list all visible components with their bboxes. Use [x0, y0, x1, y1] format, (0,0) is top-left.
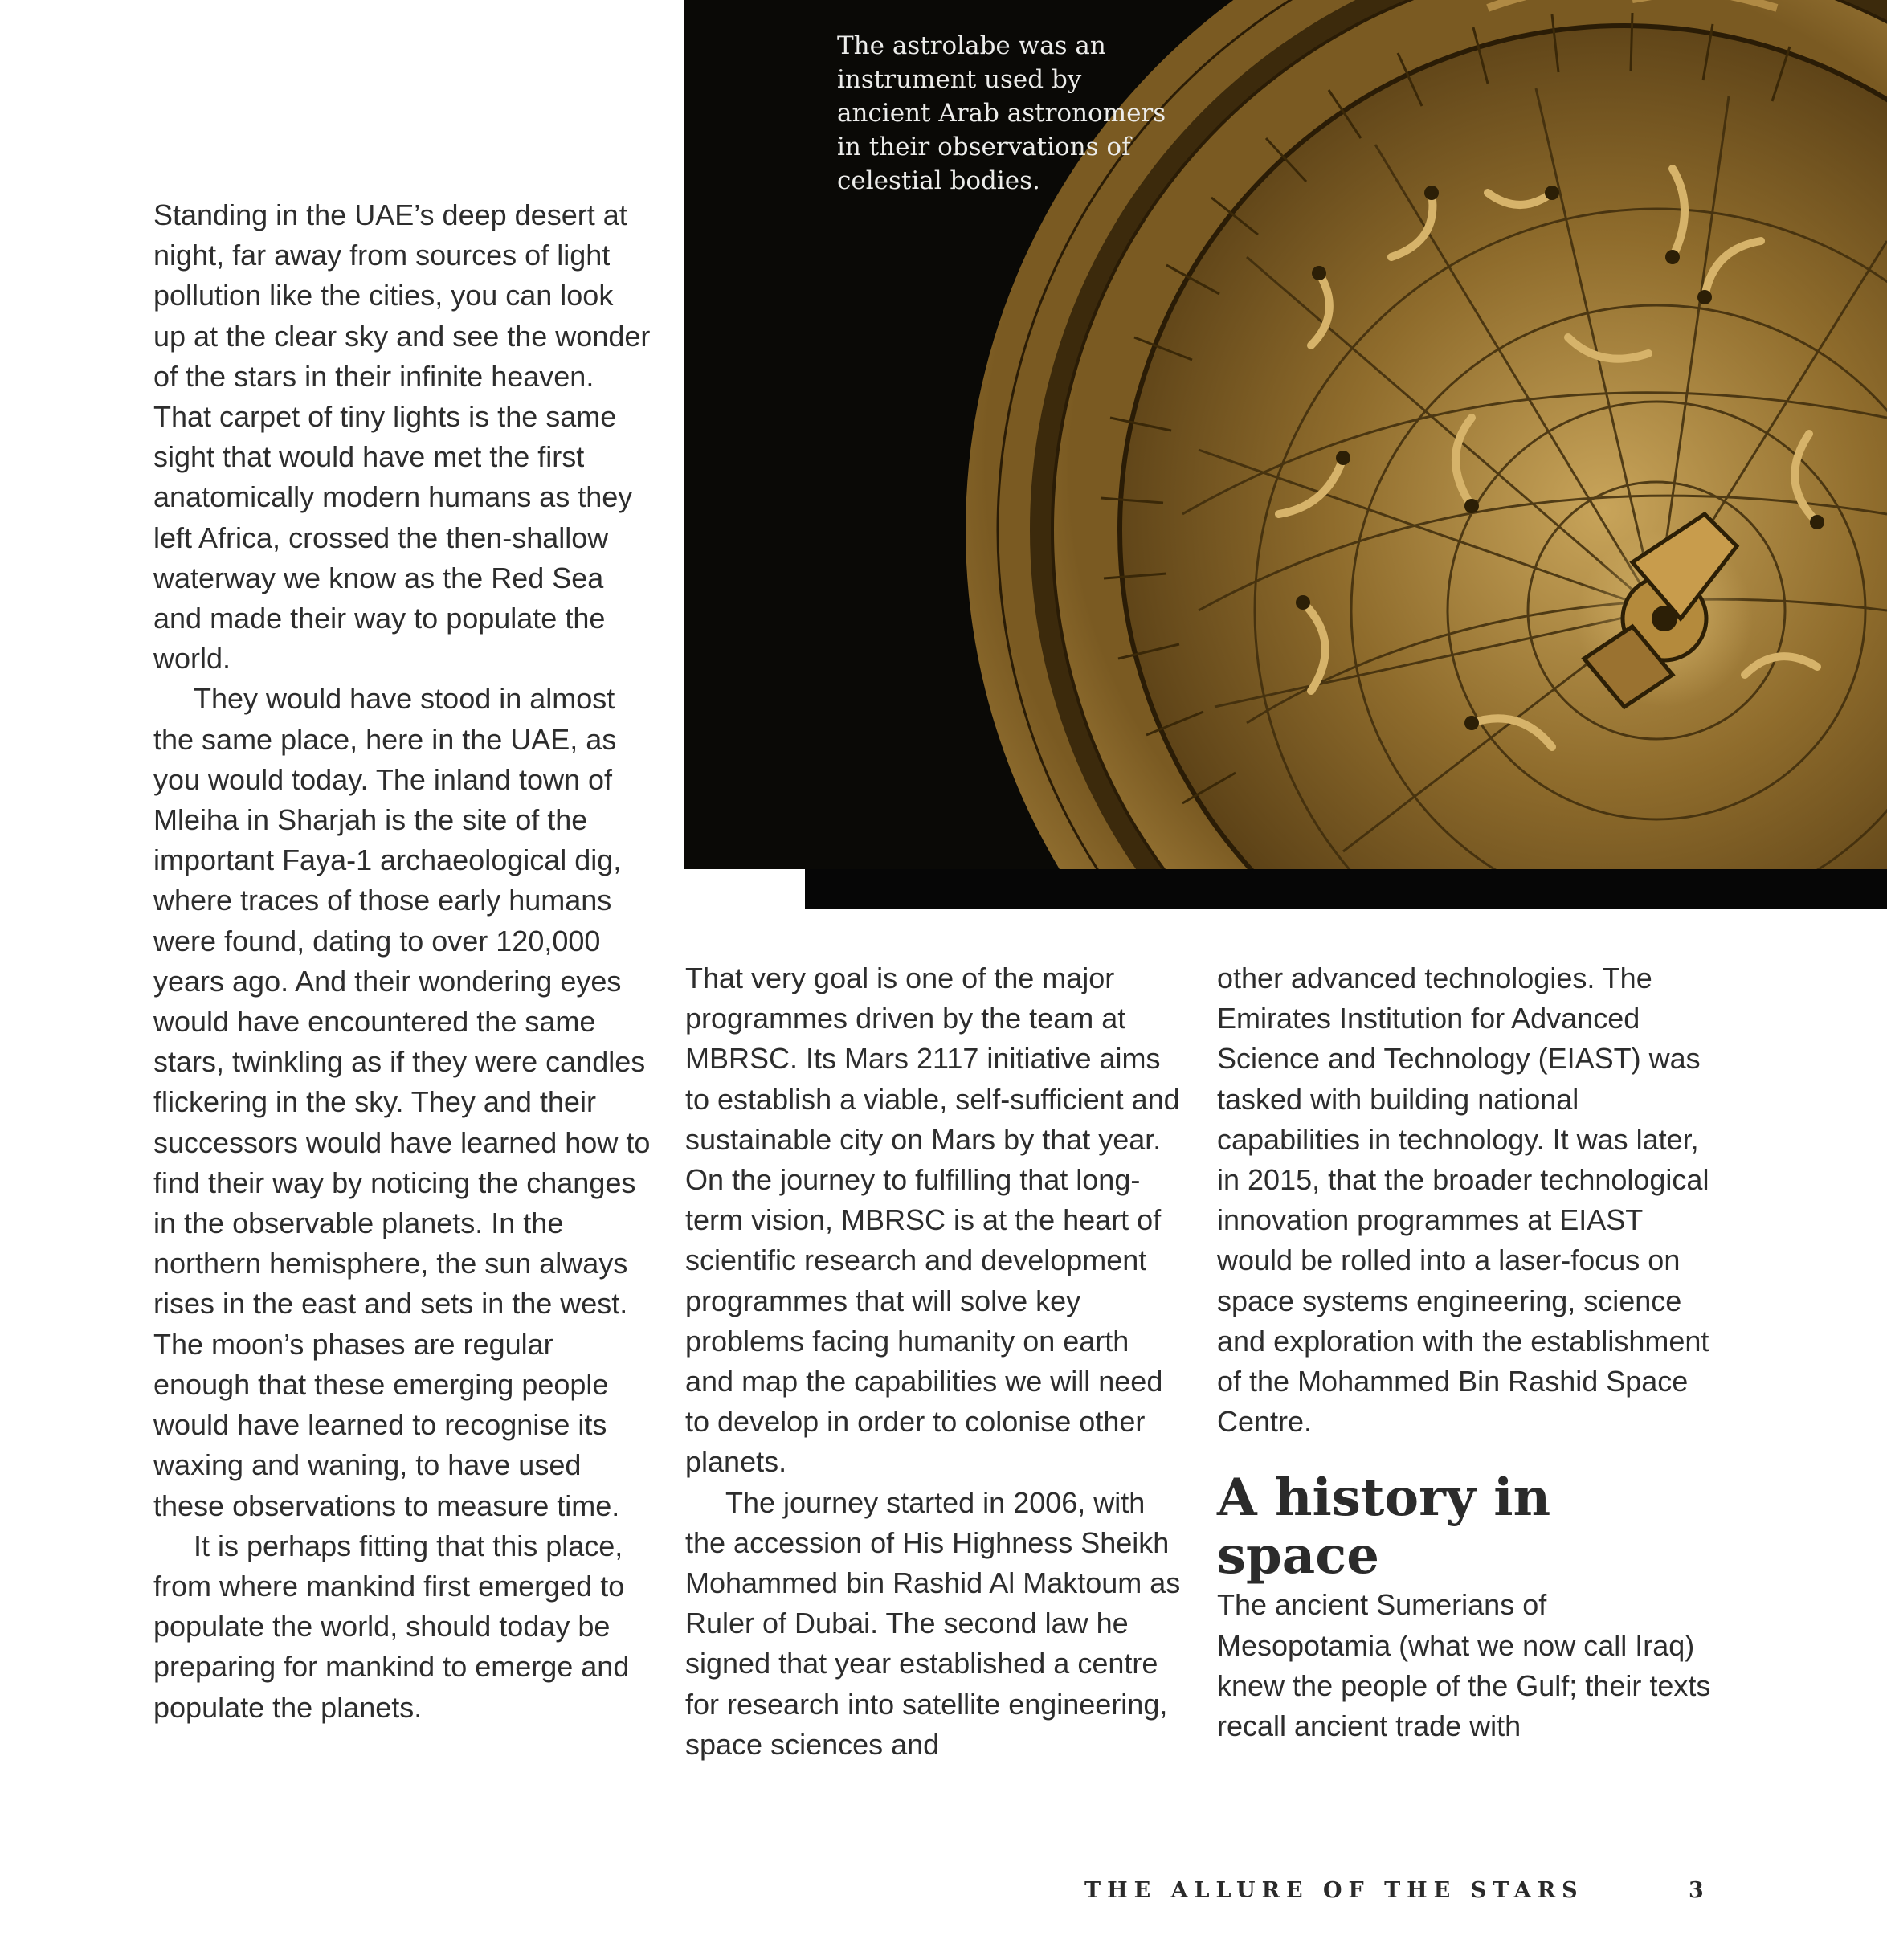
article-column-2 [685, 958, 1183, 1765]
article-column-1 [153, 195, 651, 1728]
article-column-3 [1217, 958, 1715, 1746]
paragraph: The ancient Sumerians of Mesopotamia (what we now call Iraq) knew the people of the Gulf; their texts recall ancient trade with [1217, 1588, 1711, 1743]
paragraph: other advanced technologies. The Emirates Institution for Advanced Science and Technology (EIAST) was tasked with building national capabilities in technology. It was later, in 2015, that the broader technological innovation programmes at EIAST would be rolled into a laser-focus on space systems engineering, science and exploration with the establishment of the Mohammed Bin Rashid Space Centre. [1217, 962, 1709, 1439]
paragraph: They would have stood in almost the same place, here in the UAE, as you would today. The inland town of Mleiha in Sharjah is the site of the important Faya-1 archaeological dig, where traces of those early humans were found, dating to over 120,000 years ago. And their wondering eyes would have encountered the same stars, twinkling as if they were candles flickering in the sky. They and their successors would have learned how to find their way by noticing the changes in the observable planets. In the northern hemisphere, the sun always rises in the east and sets in the west. The moon’s phases are regular enough that these emerging people would have learned to recognise its waxing and waning, to have used these observations to measure time. [153, 682, 651, 1522]
running-footer-title: THE ALLURE OF THE STARS [1084, 1878, 1584, 1903]
paragraph: Standing in the UAE’s deep desert at night, far away from sources of light pollution like the cities, you can look up at the clear sky and see the wonder of the stars in their infinite heaven. That carpet of tiny lights is the same sight that would have met the first anatomically modern humans as they left Africa, crossed the then-shallow waterway we know as the Red Sea and made their way to populate the world. [153, 198, 651, 676]
page-number: 3 [1689, 1878, 1704, 1903]
paragraph: The journey started in 2006, with the accession of His Highness Sheikh Mohammed bin Rashid Al Maktoum as Ruler of Dubai. The second law he signed that year established a centre for research into satellite engineering, space sciences and [685, 1485, 1181, 1761]
paragraph: That very goal is one of the major programmes driven by the team at MBRSC. Its Mars 2117 initiative aims to establish a viable, self-sufficient and sustainable city on Mars by that year. On the journey to fulfilling that long-term vision, MBRSC is at the heart of scientific research and development programmes that will solve key problems facing humanity on earth and map the capabilities we will need to develop in order to colonise other planets. [685, 962, 1180, 1479]
section-heading: A history in space [1217, 1468, 1551, 1586]
paragraph: It is perhaps fitting that this place, from where mankind first emerged to populate the world, should today be preparing for mankind to emerge and populate the planets. [153, 1529, 630, 1724]
photo-caption: The astrolabe was an instrument used by ancient Arab astronomers in their observations of celestial bodies. [837, 31, 1166, 195]
